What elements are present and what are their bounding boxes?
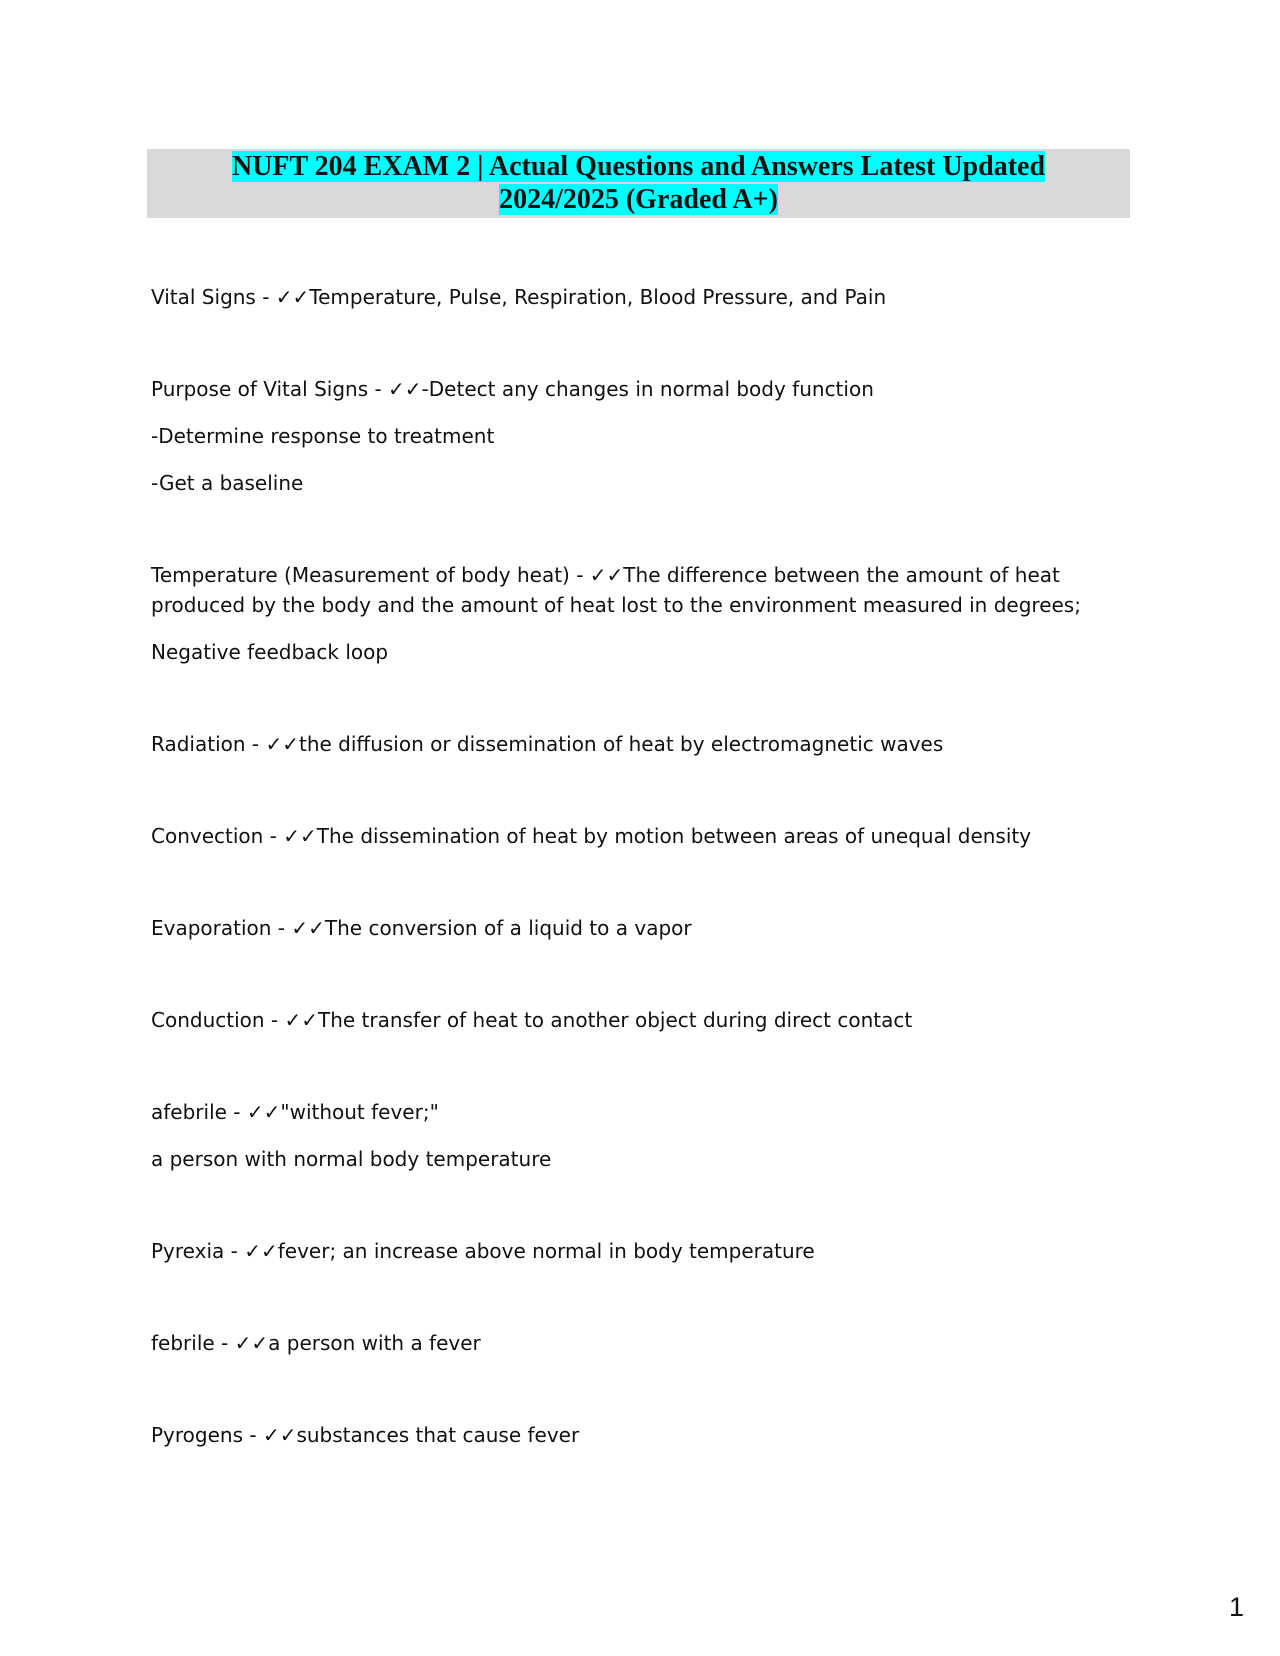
qa-term-line: Pyrogens - ✓✓substances that cause fever [151,1423,580,1447]
title-line-2: 2024/2025 (Graded A+) [499,184,778,215]
qa-term-line: Convection - ✓✓The dissemination of heat by motion between areas of unequal density [151,824,1032,848]
qa-list [151,282,1131,1450]
qa-term-line: Radiation - ✓✓the diffusion or dissemination of heat by electromagnetic waves [151,732,944,756]
qa-term-line: febrile - ✓✓a person with a fever [151,1331,481,1355]
qa-answer-line: Negative feedback loop [151,640,389,664]
qa-term-line: Pyrexia - ✓✓fever; an increase above normal in body temperature [151,1239,815,1263]
qa-entry [151,1328,1131,1358]
qa-entry [151,1420,1131,1450]
qa-entry [151,729,1131,759]
qa-term-line: Purpose of Vital Signs - ✓✓-Detect any changes in normal body function [151,377,874,401]
qa-entry [151,1097,1131,1174]
document-title [147,149,1130,218]
title-line-1: NUFT 204 EXAM 2 | Actual Questions and Answers Latest Updated [231,151,1046,182]
qa-term-line: afebrile - ✓✓"without fever;" [151,1100,439,1124]
qa-entry [151,821,1131,851]
qa-entry [151,913,1131,943]
qa-answer-line: a person with normal body temperature [151,1147,552,1171]
qa-term-line: Vital Signs - ✓✓Temperature, Pulse, Respiration, Blood Pressure, and Pain [151,285,887,309]
page-number: 1 [1228,1592,1244,1622]
qa-term-line: Evaporation - ✓✓The conversion of a liquid to a vapor [151,916,692,940]
qa-entry [151,1005,1131,1035]
qa-answer-line: -Determine response to treatment [151,424,495,448]
qa-entry [151,282,1131,312]
qa-term-line: Temperature (Measurement of body heat) - ✓✓The difference between the amount of heat produced by the body and the amount of heat lost to the environment measured in degrees; [151,563,1081,617]
qa-entry [151,1236,1131,1266]
qa-term-line: Conduction - ✓✓The transfer of heat to another object during direct contact [151,1008,913,1032]
qa-entry [151,374,1131,498]
qa-answer-line: -Get a baseline [151,471,304,495]
qa-entry [151,560,1131,667]
